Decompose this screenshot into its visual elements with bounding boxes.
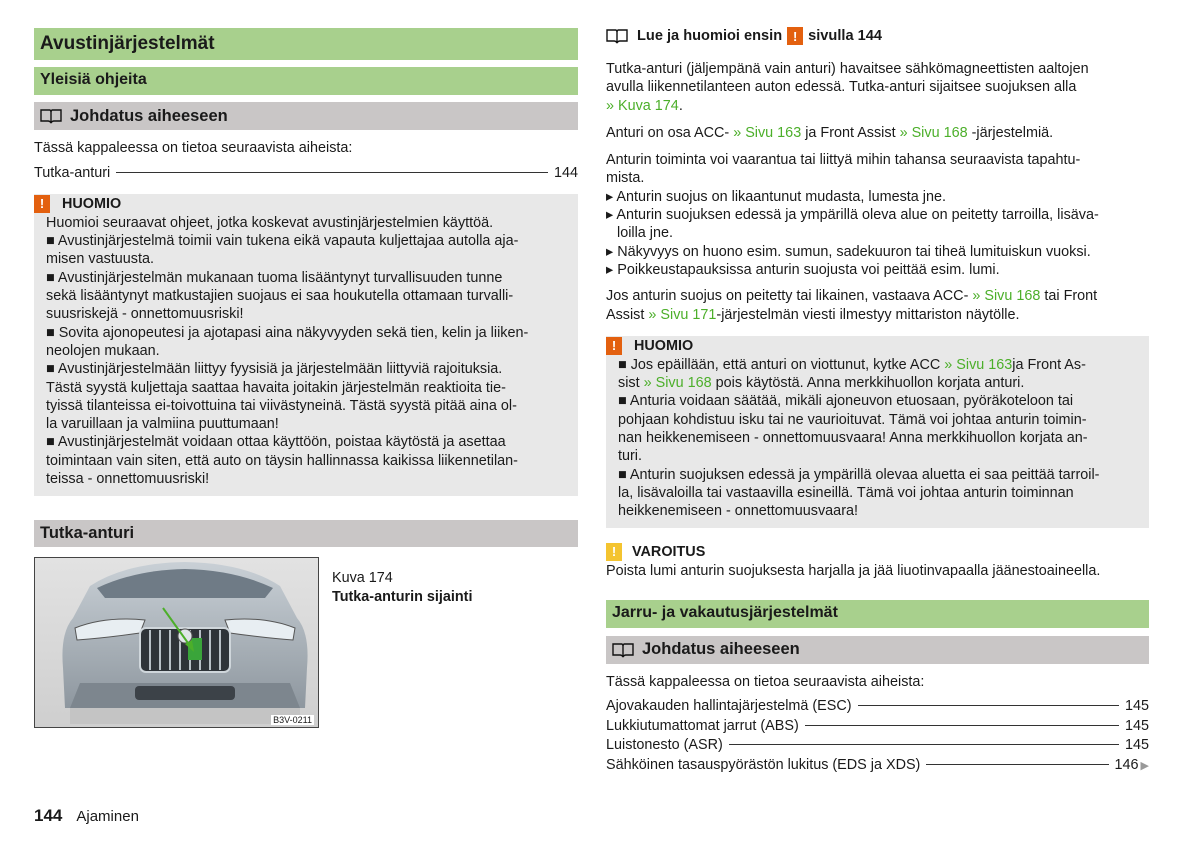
toc-leader — [805, 725, 1119, 726]
warning-icon: ! — [606, 543, 622, 561]
text-span: pois käytöstä. Anna merkkihuollon korjata anturi. — [715, 375, 1025, 392]
note-line: ■ Avustinjärjestelmään liittyy fyysisiä ja järjestelmään liittyviä rajoituksia. — [46, 361, 503, 378]
caution-header — [34, 194, 566, 214]
note-line: heikkenemiseen - onnettomuusvaara! — [618, 503, 858, 520]
note-line: teissa - onnettomuusriski! — [46, 471, 210, 488]
text-span: -järjestelmiä. — [971, 124, 1054, 141]
note-line: ■ Anturia voidaan säätää, mikäli ajoneuvon etuosaan, pyöräkoteloon tai — [618, 393, 1074, 410]
page-footer — [34, 806, 139, 826]
bullet-line: ▸ Näkyvyys on huono esim. sumun, sadekuuron tai tiheä lumituiskun vuoksi. — [606, 243, 1091, 260]
text-line: Tutka-anturi (jäljempänä vain anturi) havaitsee sähkömagneettisten aaltojen — [606, 61, 1089, 77]
book-icon — [40, 108, 62, 124]
note-line: turi. — [618, 448, 642, 465]
note-line: neolojen mukaan. — [46, 342, 160, 359]
caution-title: HUOMIO — [634, 337, 694, 354]
caution-note — [606, 336, 1149, 528]
read-first-text: Lue ja huomioi ensin — [637, 28, 783, 44]
book-icon — [612, 642, 634, 658]
paragraph-1: Tutka-anturi (jäljempänä vain anturi) havaitsee sähkömagneettisten aaltojen avulla liikennetilanteen auton edessä. Tutka-anturi sijaitsee suojuksen alla » Kuva 174. — [606, 60, 1149, 115]
exclamation-icon: ! — [34, 195, 50, 213]
section-heading-radar-label: Tutka-anturi — [40, 524, 135, 543]
intro-heading — [34, 102, 578, 130]
figure-number: Kuva 174 — [332, 570, 393, 587]
note-line: ■ Avustinjärjestelmä toimii vain tukena eikä vapauta kuljettajaa autolla aja- — [46, 233, 519, 250]
text-span: ■ Jos epäillään, että anturi on viottunut, kytke ACC — [618, 356, 941, 373]
toc-page: 146 — [1114, 756, 1139, 773]
intro-text: Tässä kappaleessa on tietoa seuraavista aiheista: — [606, 673, 925, 690]
text-span: Assist — [606, 306, 645, 323]
text-span: Anturi on osa ACC- — [606, 124, 730, 141]
bullet-line: ▸ Anturin suojus on likaantunut mudasta, lumesta jne. — [606, 188, 947, 205]
toc-row[interactable] — [606, 717, 1149, 737]
page-link[interactable]: » Sivu 163 — [733, 124, 802, 141]
figure — [34, 557, 575, 726]
text-span: sist — [618, 375, 640, 392]
car-front-image — [34, 557, 319, 728]
text-span: Jos anturin suojus on peitetty tai likainen, vastaava ACC- — [606, 288, 969, 305]
toc-page: 145 — [1124, 698, 1149, 715]
figure-caption — [332, 569, 472, 606]
bullet-line: ▸ Poikkeustapauksissa anturin suojusta voi peittää esim. lumi. — [606, 261, 1000, 278]
footer-section: Ajaminen — [76, 808, 139, 825]
section-heading-radar — [34, 520, 578, 547]
text-line: Anturin toiminta voi vaarantua tai liittyä mihin tahansa seuraavista tapahtu- — [606, 152, 1081, 169]
intro-text: Tässä kappaleessa on tietoa seuraavista aiheista: — [34, 140, 353, 156]
chapter-heading: Avustinjärjestelmät — [34, 28, 578, 60]
note-line: pohjaan kohdistuu isku tai ne vaurioituvat. Tämä voi johtaa anturin toimin- — [618, 411, 1087, 428]
warning-text: Poista lumi anturin suojuksesta harjalla ja jää liuotinvapaalla jäänestoaineella. — [606, 562, 1101, 579]
toc-list — [606, 697, 1149, 776]
note-line: la, lisävaloilla tai vastaavilla esineillä. Tämä voi johtaa anturin toiminnan — [618, 484, 1074, 501]
note-line: misen vastuusta. — [46, 251, 154, 268]
page-link[interactable]: » Sivu 168 — [899, 124, 968, 141]
text-line: avulla liikennetilanteen auton edessä. Tutka-anturi sijaitsee suojuksen alla — [606, 79, 1077, 96]
read-first-line — [606, 26, 1149, 46]
figure-link[interactable]: » Kuva 174 — [606, 97, 679, 114]
caution-header — [606, 336, 1137, 356]
note-line: la varuillaan ja valmiina puuttumaan! — [46, 416, 279, 433]
toc-label: Ajovakauden hallintajärjestelmä (ESC) — [606, 698, 852, 715]
caution-note — [34, 194, 578, 496]
note-line: Tästä syystä kuljettaja saattaa havaita joitakin järjestelmän reaktioita tie- — [46, 379, 506, 396]
section-heading-brakes: Jarru- ja vakautusjärjestelmät — [606, 600, 1149, 628]
toc-label: Lukkiutumattomat jarrut (ABS) — [606, 717, 799, 734]
page-link[interactable]: » Sivu 168 — [643, 375, 712, 392]
text-span: ja Front Assist — [805, 124, 896, 141]
note-line: ■ Sovita ajonopeutesi ja ajotapasi aina näkyvyyden sekä tien, kelin ja liiken- — [46, 324, 529, 341]
note-line: ■ Avustinjärjestelmät voidaan ottaa käyttöön, poistaa käytöstä ja asettaa — [46, 434, 506, 451]
toc-leader — [858, 705, 1119, 706]
car-illustration — [35, 558, 318, 727]
page-number: 144 — [34, 806, 63, 825]
bullet-line: ▸ Anturin suojuksen edessä ja ympärillä oleva alue on peitetty tarroilla, lisäva- — [606, 207, 1099, 224]
toc-row[interactable] — [606, 736, 1149, 756]
note-line: sekä lisääntynyt matkustajien suojaus ei saa houkutella ottamaan turvalli- — [46, 288, 514, 305]
note-line: toimintaan vain siten, että auto on täysin hallinnassa kaikissa liikennetilan- — [46, 452, 518, 469]
intro-heading — [606, 636, 1149, 664]
toc-leader — [729, 744, 1119, 745]
figure-code: B3V-0211 — [273, 715, 312, 726]
right-column — [606, 26, 1149, 777]
text-span: ja Front As- — [1012, 356, 1086, 373]
paragraph-4 — [606, 287, 1149, 324]
note-line: tyissä tilanteissa ei-toivottuina tai viivästyneinä. Tästä syystä pitää aina ol- — [46, 397, 517, 414]
text-line: mista. — [606, 170, 645, 187]
continue-arrow-icon: ▶ — [1140, 759, 1149, 772]
warning-title: VAROITUS — [632, 543, 706, 560]
intro-heading-label: Johdatus aiheeseen — [642, 640, 800, 659]
toc-label: Tutka-anturi — [34, 165, 111, 182]
exclamation-icon: ! — [606, 337, 622, 355]
note-line: suusriskejä - onnettomuusriski! — [46, 306, 244, 323]
toc-row[interactable] — [34, 164, 578, 184]
toc-leader — [116, 172, 548, 173]
bullet-line: loilla jne. — [617, 225, 673, 242]
toc-row[interactable] — [606, 756, 1149, 777]
note-line: ■ Avustinjärjestelmän mukanaan tuoma lisääntynyt turvallisuuden tunne — [46, 269, 503, 286]
warning-note — [606, 542, 1149, 580]
left-column — [34, 28, 578, 726]
text-span: tai Front — [1044, 288, 1098, 305]
toc-page: 144 — [553, 165, 578, 182]
page-link[interactable]: » Sivu 163 — [944, 356, 1013, 373]
note-line: Huomioi seuraavat ohjeet, jotka koskevat avustinjärjestelmien käyttöä. — [46, 214, 494, 231]
page-link[interactable]: » Sivu 168 — [972, 288, 1041, 305]
exclamation-icon: ! — [787, 27, 803, 45]
toc-leader — [926, 764, 1108, 765]
text-span: -järjestelmän viesti ilmestyy mittariston näytölle. — [716, 306, 1020, 323]
toc-page: 145 — [1124, 717, 1149, 734]
section-heading-general: Yleisiä ohjeita — [34, 67, 578, 95]
toc-page: 145 — [1124, 737, 1149, 754]
warning-header — [606, 542, 1149, 562]
caution-title: HUOMIO — [62, 195, 122, 212]
toc-row[interactable] — [606, 697, 1149, 717]
paragraph-2 — [606, 124, 1149, 142]
toc-label: Sähköinen tasauspyörästön lukitus (EDS ja XDS) — [606, 756, 921, 773]
paragraph-3 — [606, 151, 1149, 279]
figure-title: Tutka-anturin sijainti — [332, 588, 473, 605]
note-line: nan heikkenemiseen - onnettomuusvaara! Anna merkkihuollon korjata an- — [618, 430, 1088, 447]
read-first-page: sivulla 144 — [808, 28, 882, 44]
book-icon — [606, 28, 628, 44]
toc-label: Luistonesto (ASR) — [606, 737, 723, 754]
intro-heading-label: Johdatus aiheeseen — [70, 106, 228, 125]
page-link[interactable]: » Sivu 171 — [648, 306, 717, 323]
note-line: ■ Anturin suojuksen edessä ja ympärillä olevaa aluetta ei saa peittää tarroil- — [618, 466, 1100, 483]
